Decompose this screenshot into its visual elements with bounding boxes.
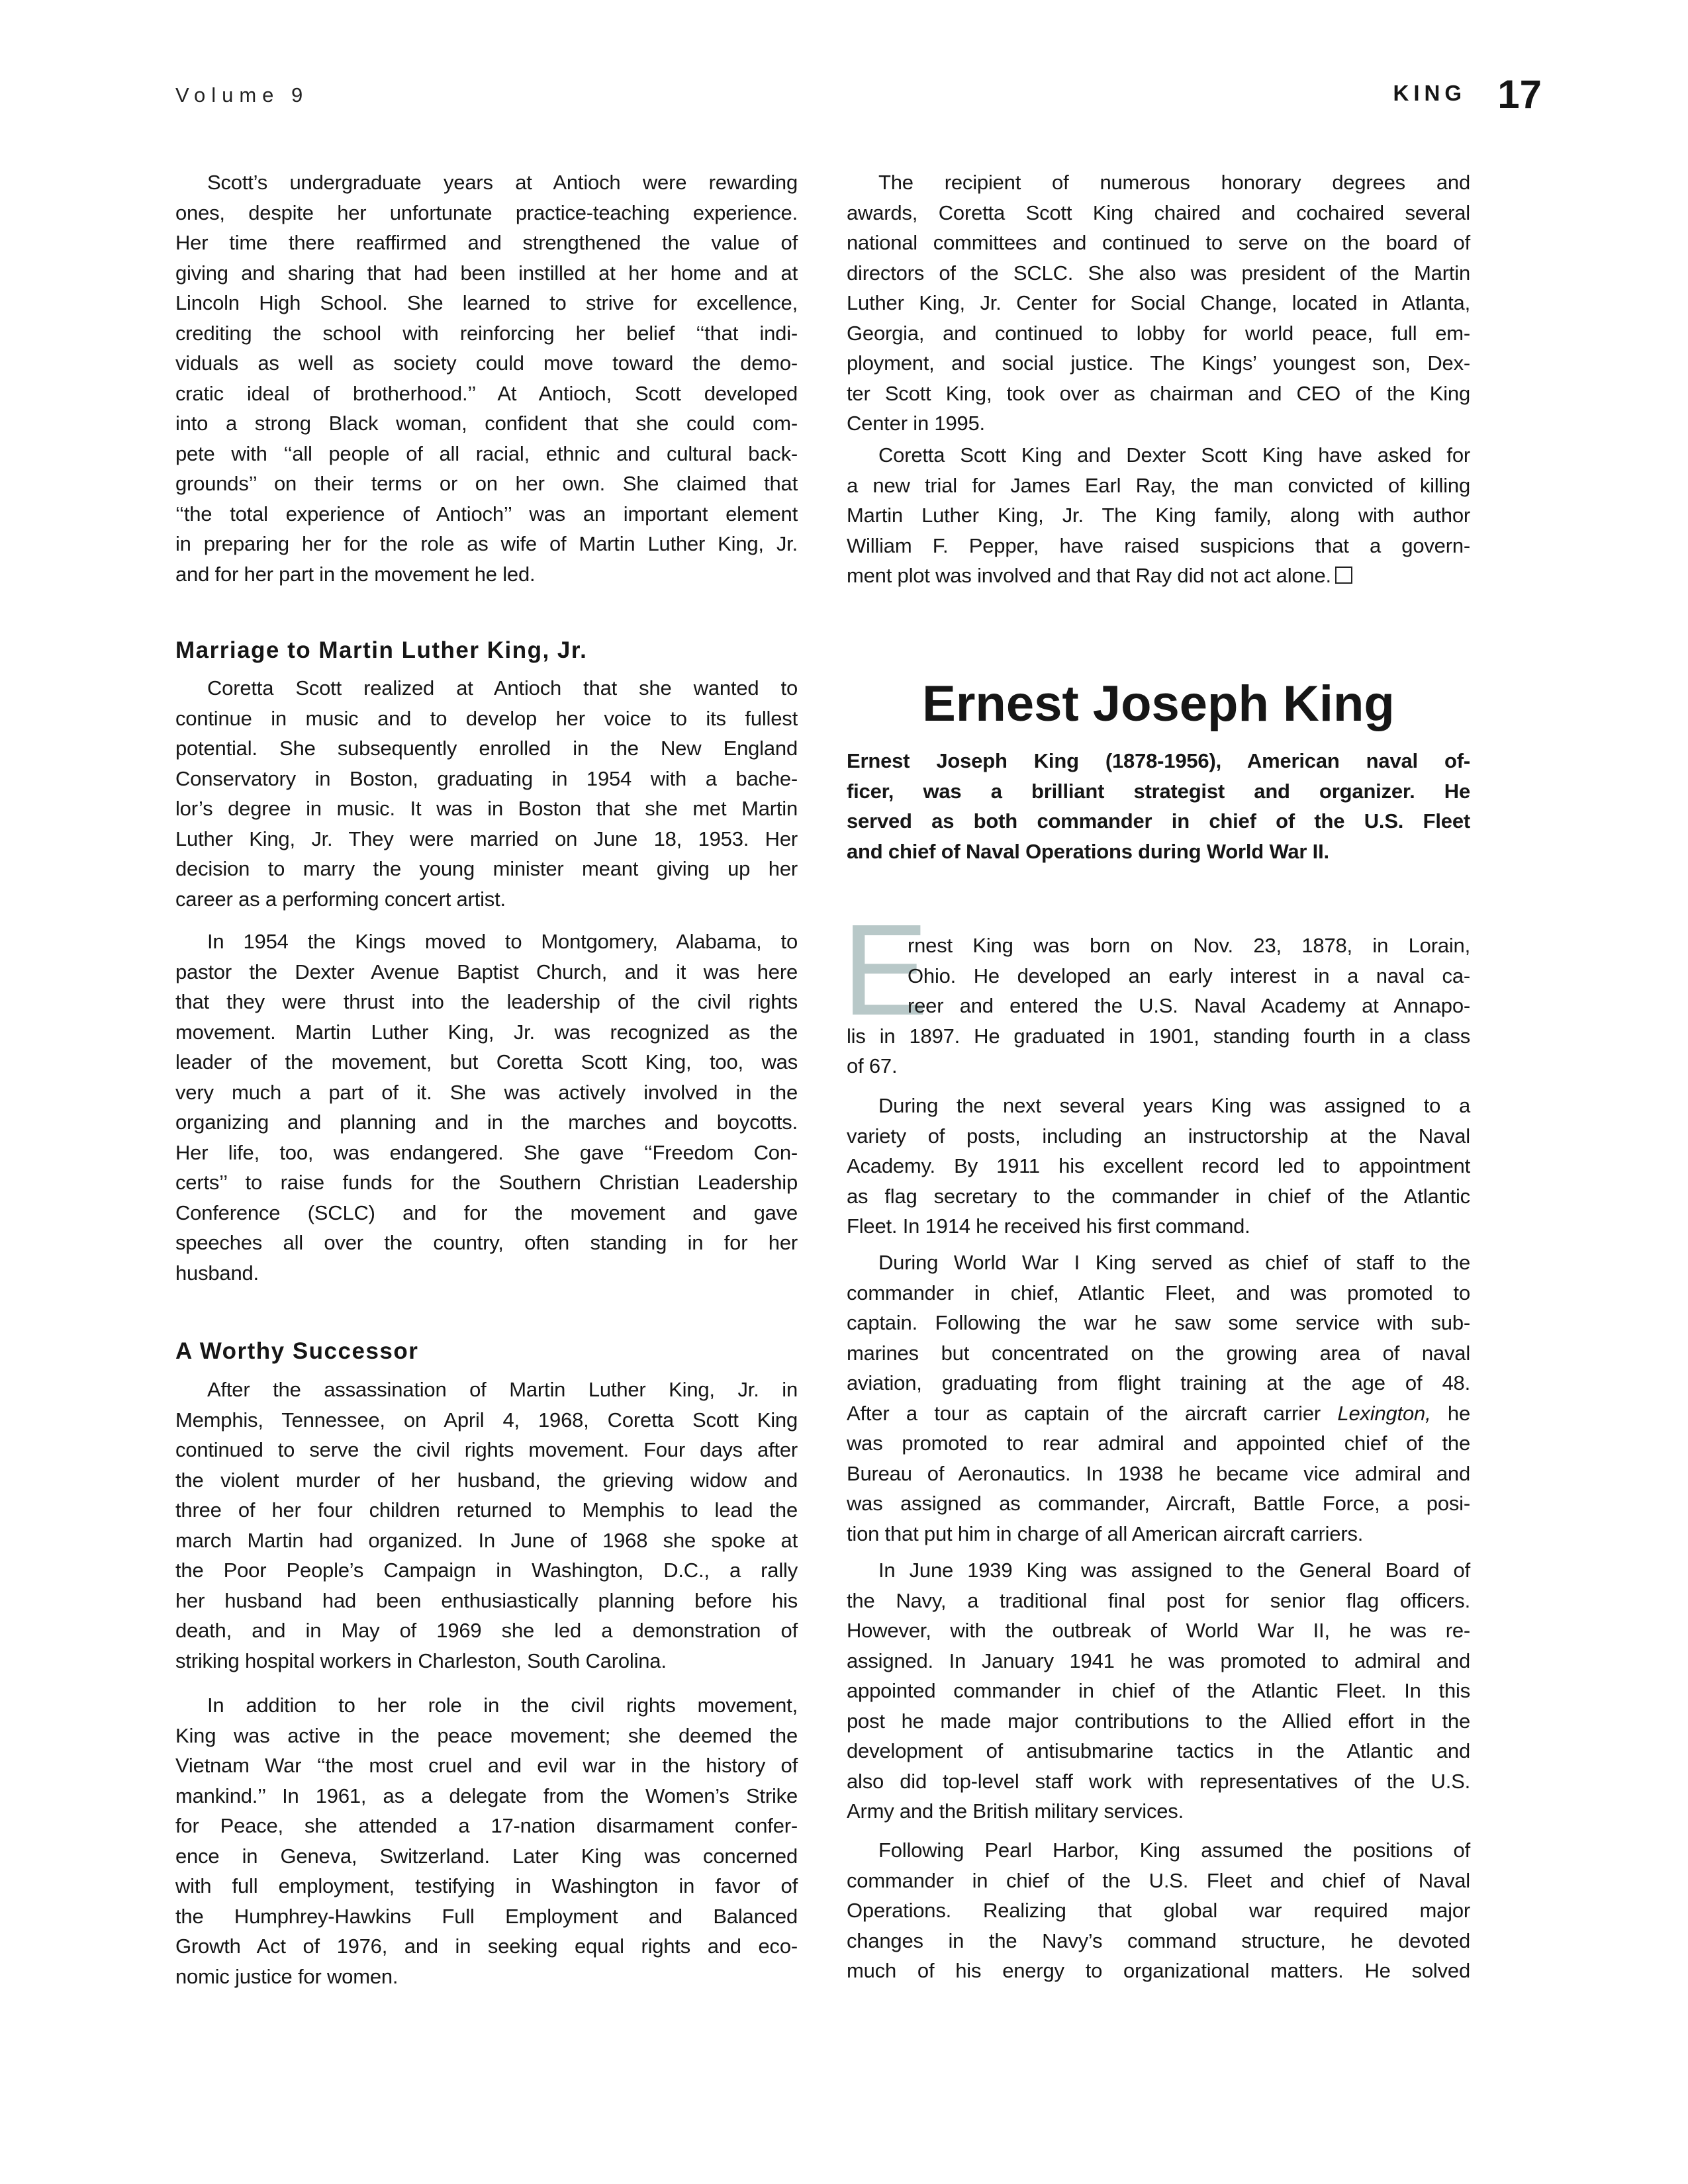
text-line: leader of the movement, but Coretta Scott King, too, was — [175, 1050, 798, 1073]
text-line: the violent murder of her husband, the grieving widow and — [175, 1468, 798, 1492]
paragraph — [847, 1091, 1470, 1242]
paragraph — [847, 1555, 1470, 1827]
section-heading: Marriage to Martin Luther King, Jr. — [175, 637, 588, 663]
text-line: Luther King, Jr. Center for Social Change, located in Atlanta, — [847, 291, 1470, 314]
text-line: Coretta Scott King and Dexter Scott King have asked for — [878, 443, 1470, 467]
text-line: Ohio. He developed an early interest in a naval ca- — [908, 964, 1470, 987]
text-line: marines but concentrated on the growing area of naval — [847, 1341, 1470, 1365]
text-line: her husband had been enthusiastically planning before his — [175, 1588, 798, 1612]
text-line: and chief of Naval Operations during World War II. — [847, 839, 1329, 863]
text-line: and for her part in the movement he led. — [175, 562, 536, 586]
text-line: potential. She subsequently enrolled in the New England — [175, 737, 798, 760]
text-line: movement. Martin Luther King, Jr. was recognized as the — [175, 1020, 798, 1044]
text-line: Luther King, Jr. They were married on June 18, 1953. Her — [175, 827, 798, 850]
text-line: Her life, too, was endangered. She gave ‘‘Freedom Con- — [175, 1140, 798, 1164]
text-line: lis in 1897. He graduated in 1901, standing fourth in a class — [847, 1024, 1470, 1048]
text-line: lor’s degree in music. It was in Boston that she met Martin — [175, 797, 798, 820]
text-line: with full employment, testifying in Washington in favor of — [175, 1874, 798, 1897]
end-of-article-icon — [1335, 567, 1352, 584]
text-line: awards, Coretta Scott King chaired and cochaired several — [847, 201, 1470, 224]
paragraph — [847, 167, 1470, 439]
text-line: Army and the British military services. — [847, 1799, 1184, 1823]
text-line: ployment, and social justice. The Kings’ youngest son, Dex- — [847, 351, 1470, 375]
text-line: pete with ‘‘all people of all racial, ethnic and cultural back- — [175, 441, 798, 465]
text-line: grounds’’ on their terms or on her own. She claimed that — [175, 472, 798, 495]
text-line: In addition to her role in the civil rights movement, — [207, 1694, 798, 1717]
text-line: pastor the Dexter Avenue Baptist Church, and it was here — [175, 960, 798, 983]
article-summary — [847, 746, 1470, 866]
text-line: decision to marry the young minister meant giving up her — [175, 857, 798, 880]
text-line: that they were thrust into the leadership of the civil rights — [175, 990, 798, 1013]
paragraph — [847, 440, 1470, 591]
text-line: husband. — [175, 1261, 259, 1285]
text-line: assigned. In January 1941 he was promoted to admiral and — [847, 1649, 1470, 1672]
page-number: 17 — [1497, 72, 1542, 116]
paragraph — [175, 1690, 798, 1991]
text-line: ence in Geneva, Switzerland. Later King was concerned — [175, 1844, 798, 1868]
text-line: Academy. By 1911 his excellent record led to appointment — [847, 1154, 1470, 1177]
text-line: ter Scott King, took over as chairman and CEO of the King — [847, 381, 1470, 405]
text-line: However, with the outbreak of World War II, he was re- — [847, 1619, 1470, 1642]
text-line: appointed commander in chief of the Atlantic Fleet. In this — [847, 1679, 1470, 1702]
text-line: directors of the SCLC. She also was president of the Martin — [847, 261, 1470, 285]
text-line: striking hospital workers in Charleston, South Carolina. — [175, 1649, 667, 1672]
text-line: the Navy, a traditional final post for senior flag officers. — [847, 1588, 1470, 1612]
text-line: very much a part of it. She was actively involved in the — [175, 1080, 798, 1104]
text-line: for Peace, she attended a 17-nation disarmament confer- — [175, 1814, 798, 1837]
paragraph — [847, 1248, 1470, 1549]
text-line: ficer, was a brilliant strategist and organizer. He — [847, 779, 1470, 803]
text-line: certs’’ to raise funds for the Southern Christian Leadership — [175, 1171, 798, 1194]
paragraph — [847, 1835, 1470, 1986]
text-line: continue in music and to develop her voice to its fullest — [175, 706, 798, 730]
text-line: three of her four children returned to Memphis to lead the — [175, 1498, 798, 1522]
text-line: nomic justice for women. — [175, 1964, 399, 1988]
text-line: ment plot was involved and that Ray did not act alone. — [847, 561, 1470, 591]
paragraph — [175, 1375, 798, 1676]
text-line: was assigned as commander, Aircraft, Battle Force, a posi- — [847, 1492, 1470, 1515]
text-line: national committees and continued to serve on the board of — [847, 231, 1470, 254]
text-line: tion that put him in charge of all American aircraft carriers. — [847, 1522, 1364, 1545]
text-line: captain. Following the war he saw some service with sub- — [847, 1311, 1470, 1334]
text-line: After a tour as captain of the aircraft carrier Lexington, he — [847, 1401, 1470, 1425]
text-line: King was active in the peace movement; she deemed the — [175, 1723, 798, 1747]
text-line: into a strong Black woman, confident that she could com- — [175, 412, 798, 435]
text-line: Coretta Scott realized at Antioch that she wanted to — [207, 676, 798, 700]
text-line: During World War I King served as chief of staff to the — [878, 1251, 1470, 1274]
text-line: reer and entered the U.S. Naval Academy at Annapo- — [908, 994, 1470, 1017]
text-line: In 1954 the Kings moved to Montgomery, Alabama, to — [207, 930, 798, 953]
text-line: Martin Luther King, Jr. The King family, along with author — [847, 504, 1470, 527]
text-line: William F. Pepper, have raised suspicions that a govern- — [847, 533, 1470, 557]
text-line: changes in the Navy’s command structure, he devoted — [847, 1929, 1470, 1952]
paragraph — [175, 673, 798, 914]
text-line: ‘‘the total experience of Antioch’’ was an important element — [175, 502, 798, 525]
text-line: Operations. Realizing that global war required major — [847, 1899, 1470, 1922]
text-line: a new trial for James Earl Ray, the man convicted of killing — [847, 473, 1470, 497]
drop-cap: E — [842, 897, 929, 1042]
text-line: Center in 1995. — [847, 412, 985, 435]
ship-name: Lexington, — [1337, 1401, 1431, 1425]
text-line: rnest King was born on Nov. 23, 1878, in Lorain, — [908, 934, 1470, 957]
text-line: crediting the school with reinforcing her belief ‘‘that indi- — [175, 321, 798, 345]
text-line: Vietnam War ‘‘the most cruel and evil war in the history of — [175, 1754, 798, 1777]
text-line: After the assassination of Martin Luther King, Jr. in — [207, 1378, 798, 1401]
text-line: death, and in May of 1969 she led a demonstration of — [175, 1619, 798, 1642]
text-line: Scott’s undergraduate years at Antioch were rewarding — [207, 171, 798, 194]
text-line: Bureau of Aeronautics. In 1938 he became vice admiral and — [847, 1461, 1470, 1485]
text-line: of 67. — [847, 1054, 898, 1077]
text-line: Lincoln High School. She learned to strive for excellence, — [175, 291, 798, 314]
text-line: Memphis, Tennessee, on April 4, 1968, Coretta Scott King — [175, 1408, 798, 1432]
running-head: KING — [1393, 81, 1466, 105]
text-line: aviation, graduating from flight training at the age of 48. — [847, 1371, 1470, 1394]
text-line: career as a performing concert artist. — [175, 887, 506, 911]
text-line: ones, despite her unfortunate practice-teaching experience. — [175, 201, 798, 224]
text-line: During the next several years King was assigned to a — [878, 1094, 1470, 1117]
text-line: post he made major contributions to the Allied effort in the — [847, 1709, 1470, 1733]
text-line: mankind.’’ In 1961, as a delegate from the Women’s Strike — [175, 1784, 798, 1807]
text-line: march Martin had organized. In June of 1968 she spoke at — [175, 1528, 798, 1552]
text-line: Ernest Joseph King (1878-1956), American naval of- — [847, 749, 1470, 772]
volume-label: Volume 9 — [175, 83, 309, 107]
text-line: Following Pearl Harbor, King assumed the positions of — [878, 1839, 1470, 1862]
paragraph — [175, 927, 798, 1288]
text-line: organizing and planning and in the marches and boycotts. — [175, 1111, 798, 1134]
section-heading: A Worthy Successor — [175, 1338, 419, 1364]
text-line: served as both commander in chief of the U.S. Fleet — [847, 809, 1470, 833]
text-line: much of his energy to organizational matters. He solved — [847, 1959, 1470, 1982]
text-line: Her time there reaffirmed and strengthened the value of — [175, 231, 798, 254]
text-line: cratic ideal of brotherhood.’’ At Antioch, Scott developed — [175, 381, 798, 405]
text-line: development of antisubmarine tactics in the Atlantic and — [847, 1739, 1470, 1762]
text-line: Conservatory in Boston, graduating in 1954 with a bache- — [175, 766, 798, 790]
text-line: In June 1939 King was assigned to the General Board of — [878, 1559, 1470, 1582]
text-line: Fleet. In 1914 he received his first command. — [847, 1214, 1250, 1238]
text-line: the Humphrey-Hawkins Full Employment and Balanced — [175, 1904, 798, 1928]
paragraph — [847, 931, 1470, 1081]
text-line: in preparing her for the role as wife of Martin Luther King, Jr. — [175, 532, 798, 555]
text-line: Conference (SCLC) and for the movement and gave — [175, 1201, 798, 1224]
text-line: commander in chief of the U.S. Fleet and chief of Naval — [847, 1868, 1470, 1892]
text-line: commander in chief, Atlantic Fleet, and was promoted to — [847, 1281, 1470, 1304]
text-line: viduals as well as society could move toward the demo- — [175, 351, 798, 375]
text-line: also did top-level staff work with representatives of the U.S. — [847, 1769, 1470, 1793]
text-line: giving and sharing that had been instilled at her home and at — [175, 261, 798, 285]
text-line: Growth Act of 1976, and in seeking equal rights and eco- — [175, 1934, 798, 1958]
text-line: variety of posts, including an instructorship at the Naval — [847, 1124, 1470, 1148]
text-line: the Poor People’s Campaign in Washington, D.C., a rally — [175, 1559, 798, 1582]
text-line: speeches all over the country, often standing in for her — [175, 1231, 798, 1254]
article-title: Ernest Joseph King — [922, 676, 1395, 732]
text-line: Georgia, and continued to lobby for world peace, full em- — [847, 321, 1470, 345]
text-line: was promoted to rear admiral and appointed chief of the — [847, 1432, 1470, 1455]
text-line: The recipient of numerous honorary degrees and — [878, 171, 1470, 194]
text-line: as flag secretary to the commander in chief of the Atlantic — [847, 1184, 1470, 1208]
paragraph — [175, 167, 798, 589]
text-line: continued to serve the civil rights movement. Four days after — [175, 1438, 798, 1461]
